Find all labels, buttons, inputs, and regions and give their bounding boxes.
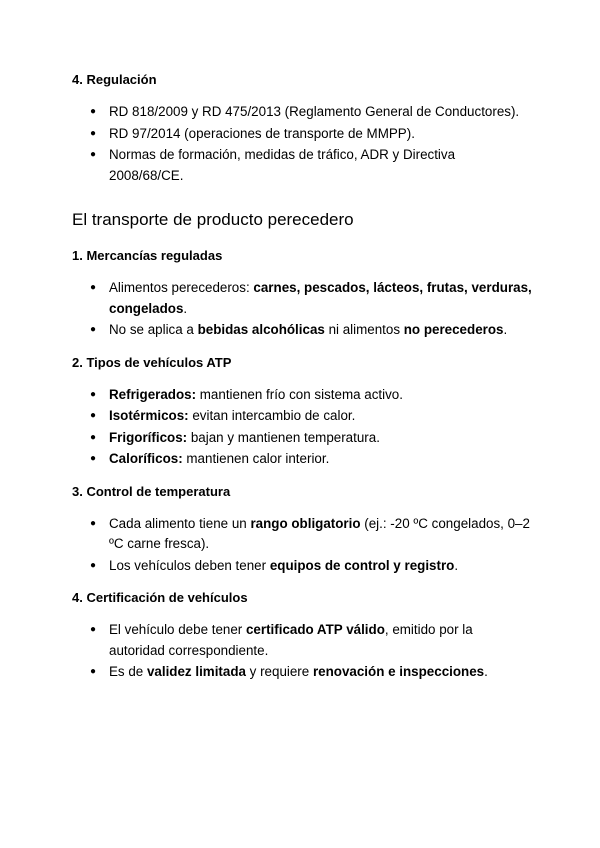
list-item-text: . bbox=[183, 300, 188, 316]
bullet-icon: ● bbox=[90, 149, 97, 160]
list-tipos-vehiculos bbox=[72, 385, 532, 470]
bold-text: carnes, pescados, lácteos, frutas, verduras, congelados bbox=[109, 280, 532, 316]
list-mercancias bbox=[72, 278, 532, 341]
bold-text: equipos de control y registro bbox=[269, 557, 455, 573]
list-item-text: y requiere bbox=[245, 664, 313, 679]
list-item-text: . bbox=[454, 557, 459, 573]
list-item-text: evitan intercambio de calor. bbox=[188, 408, 356, 423]
list-item bbox=[72, 124, 532, 145]
bullet-icon: ● bbox=[90, 559, 97, 571]
list-item bbox=[72, 662, 532, 683]
list-item-text: . bbox=[503, 322, 508, 337]
list-item-text: RD 97/2014 (operaciones de transporte de MMPP). bbox=[109, 125, 415, 141]
list-item-text: bajan y mantienen temperatura. bbox=[187, 429, 380, 445]
list-certificacion bbox=[72, 620, 532, 683]
bullet-icon: ● bbox=[90, 127, 97, 139]
list-item-text: Normas de formación, medidas de tráfico, ADR y Directiva 2008/68/CE. bbox=[109, 147, 456, 183]
list-item bbox=[72, 406, 532, 427]
heading-regulacion: 4. Regulación bbox=[72, 72, 157, 87]
bullet-icon: ● bbox=[90, 666, 97, 677]
bold-text: no perecederos bbox=[403, 322, 504, 337]
heading-certificacion: 4. Certificación de vehículos bbox=[72, 590, 248, 605]
bullet-icon: ● bbox=[90, 517, 97, 529]
bold-text: Refrigerados: bbox=[109, 386, 197, 402]
document-content bbox=[72, 72, 532, 697]
heading-mercancias: 1. Mercancías reguladas bbox=[72, 248, 223, 263]
list-item-text: Los vehículos deben tener bbox=[109, 557, 270, 573]
list-item-text: No se aplica a bbox=[109, 322, 198, 337]
bullet-icon: ● bbox=[90, 431, 97, 443]
list-control-temperatura bbox=[72, 514, 532, 577]
bold-text: Caloríficos: bbox=[109, 451, 183, 466]
heading-control-temperatura: 3. Control de temperatura bbox=[72, 483, 231, 499]
bold-text: validez limitada bbox=[146, 664, 246, 679]
list-item bbox=[72, 449, 532, 470]
list-item-text: mantienen frío con sistema activo. bbox=[196, 386, 403, 402]
list-regulacion bbox=[72, 102, 532, 186]
list-item-text: . bbox=[484, 664, 488, 679]
list-item-text: ni alimentos bbox=[324, 322, 404, 337]
bullet-icon: ● bbox=[90, 324, 97, 335]
bullet-icon: ● bbox=[90, 388, 97, 400]
list-item bbox=[72, 556, 532, 577]
list-item bbox=[72, 514, 532, 555]
bold-text: bebidas alcohólicas bbox=[197, 322, 325, 337]
list-item-text: Es de bbox=[109, 664, 147, 679]
heading-tipos-vehiculos: 2. Tipos de vehículos ATP bbox=[72, 354, 232, 370]
list-item bbox=[72, 385, 532, 406]
bullet-icon: ● bbox=[90, 282, 97, 293]
list-item-text: El vehículo debe tener bbox=[109, 622, 246, 637]
bullet-icon: ● bbox=[90, 453, 97, 464]
bullet-icon: ● bbox=[90, 410, 97, 421]
list-item-text: , emitido por la autoridad correspondiente. bbox=[109, 622, 473, 658]
list-item bbox=[72, 278, 532, 319]
list-item-text: (ej.: -20 ºC congelados, 0–2 ºC carne fresca). bbox=[109, 515, 530, 551]
list-item bbox=[72, 145, 532, 186]
list-item bbox=[72, 428, 532, 449]
section-title: El transporte de producto perecedero bbox=[72, 210, 354, 229]
list-item-text: Cada alimento tiene un bbox=[109, 515, 251, 531]
list-item bbox=[72, 620, 532, 661]
bold-text: Isotérmicos: bbox=[109, 408, 189, 423]
list-item bbox=[72, 102, 532, 123]
bold-text: renovación e inspecciones bbox=[312, 664, 485, 679]
list-item bbox=[72, 320, 532, 341]
bold-text: rango obligatorio bbox=[250, 515, 361, 531]
list-item-text: RD 818/2009 y RD 475/2013 (Reglamento General de Conductores). bbox=[109, 104, 520, 119]
list-item-text: Alimentos perecederos: bbox=[109, 280, 254, 295]
bullet-icon: ● bbox=[90, 106, 97, 117]
bold-text: Frigoríficos: bbox=[109, 429, 188, 445]
bold-text: certificado ATP válido bbox=[245, 622, 385, 637]
list-item-text: mantienen calor interior. bbox=[182, 451, 330, 466]
bullet-icon: ● bbox=[90, 624, 97, 635]
